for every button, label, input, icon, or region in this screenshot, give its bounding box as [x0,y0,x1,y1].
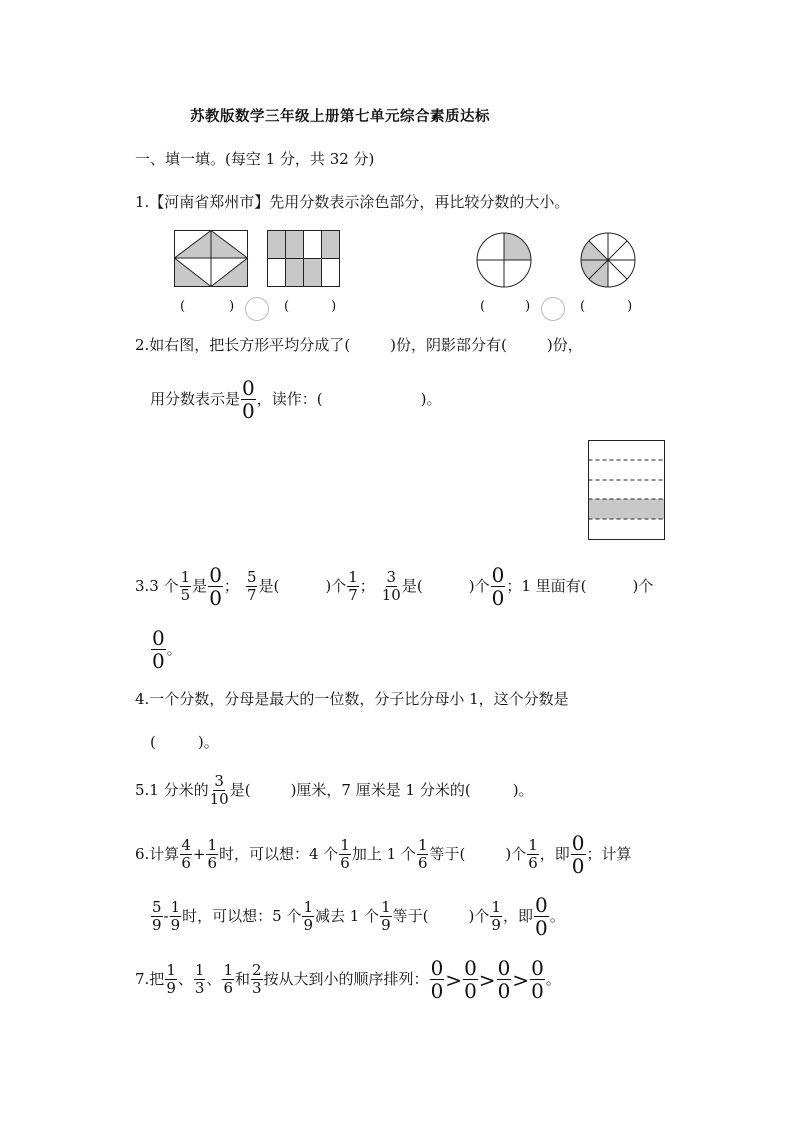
fraction: $\frac{5}{9}$ [152,898,162,934]
question-1-text: 1.【河南省郑州市】先用分数表示涂色部分，再比较分数的大小。 [135,193,570,211]
figure-circle-quarters [477,233,531,287]
fraction: $\frac{2}{3}$ [252,961,262,997]
question-2-line-1: 2.如右图，把长方形平均分成了( )份，阴影部分有( )份， [135,336,583,354]
fraction: $\frac{0}{0}$ [497,956,511,1003]
fraction: $\frac{1}{3}$ [194,961,205,997]
fraction: $\frac{0}{0}$ [430,956,444,1003]
fraction: $\frac{1}{6}$ [223,961,233,997]
figure-rect-triangles [175,231,248,287]
fraction: $\frac{1}{9}$ [381,898,391,934]
question-2-line-2: 用分数表示是 $\frac{0}{0}$ ，读作：( )。 [150,376,442,423]
question-3-line-2: $\frac{0}{0}$ 。 [152,626,182,673]
question-4-line-2: ( )。 [150,733,219,751]
compare-circle-2[interactable] [541,297,565,321]
answer-blank-1[interactable]: ( ) [180,299,235,314]
figure-rect-grid [268,231,340,287]
fraction: $\frac{3}{10}$ [209,772,229,808]
fraction: $\frac{1}{6}$ [207,836,217,872]
question-4-line-1: 4.一个分数，分母是最大的一位数，分子比分母小 1，这个分数是 [135,690,569,708]
fraction: $\frac{3}{10}$ [381,568,401,604]
fraction: $\frac{1}{9}$ [491,898,501,934]
answer-blank-2[interactable]: ( ) [284,299,337,314]
fraction: $\frac{0}{0}$ [571,831,585,878]
fraction: $\frac{0}{0}$ [464,956,477,1003]
section-heading: 一、填一填。(每空 1 分，共 32 分) [135,150,375,168]
fraction: $\frac{1}{7}$ [348,568,358,604]
fraction: $\frac{1}{6}$ [528,836,538,872]
fraction: $\frac{1}{9}$ [303,898,314,934]
fraction: $\frac{0}{0}$ [242,376,255,423]
fraction: $\frac{1}{6}$ [340,836,350,872]
answer-blank-3[interactable]: ( ) [480,299,531,314]
fraction: $\frac{1}{9}$ [170,898,181,934]
fraction: $\frac{0}{0}$ [209,563,222,610]
fraction: $\frac{0}{0}$ [152,626,165,673]
compare-circle-1[interactable] [245,297,269,321]
fraction: $\frac{1}{5}$ [180,568,191,604]
figure-circle-eighths [581,233,635,287]
fraction: $\frac{5}{7}$ [246,568,257,604]
question-5: 5.1 分米的 $\frac{3}{10}$ 是( )厘米，7 厘米是 1 分米的( )。 [135,772,534,808]
question-1-figures [174,230,644,290]
question-3-line-1: 3.3 个 $\frac{1}{5}$ 是 $\frac{0}{0}$ ； $\frac{5}{7}$ 是( )个 $\frac{1}{7}$ ； $\frac{3}{10}$ 是( )个 $\frac{0}{0}$ ；1 里面有( )个 [135,563,654,610]
question-6-line-2: $\frac{5}{9}$ - $\frac{1}{9}$ 时，可以想：5 个 $\frac{1}{9}$ 减去 1 个 $\frac{1}{9}$ 等于( )个 $\frac{1}{9}$ ，即 $\frac{0}{0}$ 。 [152,893,565,940]
answer-blank-4[interactable]: ( ) [580,299,633,314]
fraction: $\frac{0}{0}$ [491,563,505,610]
fraction: $\frac{1}{9}$ [166,961,176,997]
question-2-rectangle [588,440,668,542]
question-6-line-1: 6.计算 $\frac{4}{6}$ + $\frac{1}{6}$ 时，可以想：4 个 $\frac{1}{6}$ 加上 1 个 $\frac{1}{6}$ 等于( )个 $\frac{1}{6}$ ，即 $\frac{0}{0}$ ；计算 [135,831,632,878]
fraction: $\frac{1}{6}$ [417,836,428,872]
question-7: 7.把 $\frac{1}{9}$ 、 $\frac{1}{3}$ 、 $\frac{1}{6}$ 和 $\frac{2}{3}$ 按从大到小的顺序排列： $\frac{0}{0}$ > $\frac{0}{0}$ > $\frac{0}{0}$ > $\frac{0}{0}$ 。 [135,956,561,1003]
fraction: $\frac{4}{6}$ [181,836,191,872]
page-title: 苏教版数学三年级上册第七单元综合素质达标 [190,108,490,125]
fraction: $\frac{0}{0}$ [531,956,544,1003]
fraction: $\frac{0}{0}$ [534,893,548,940]
